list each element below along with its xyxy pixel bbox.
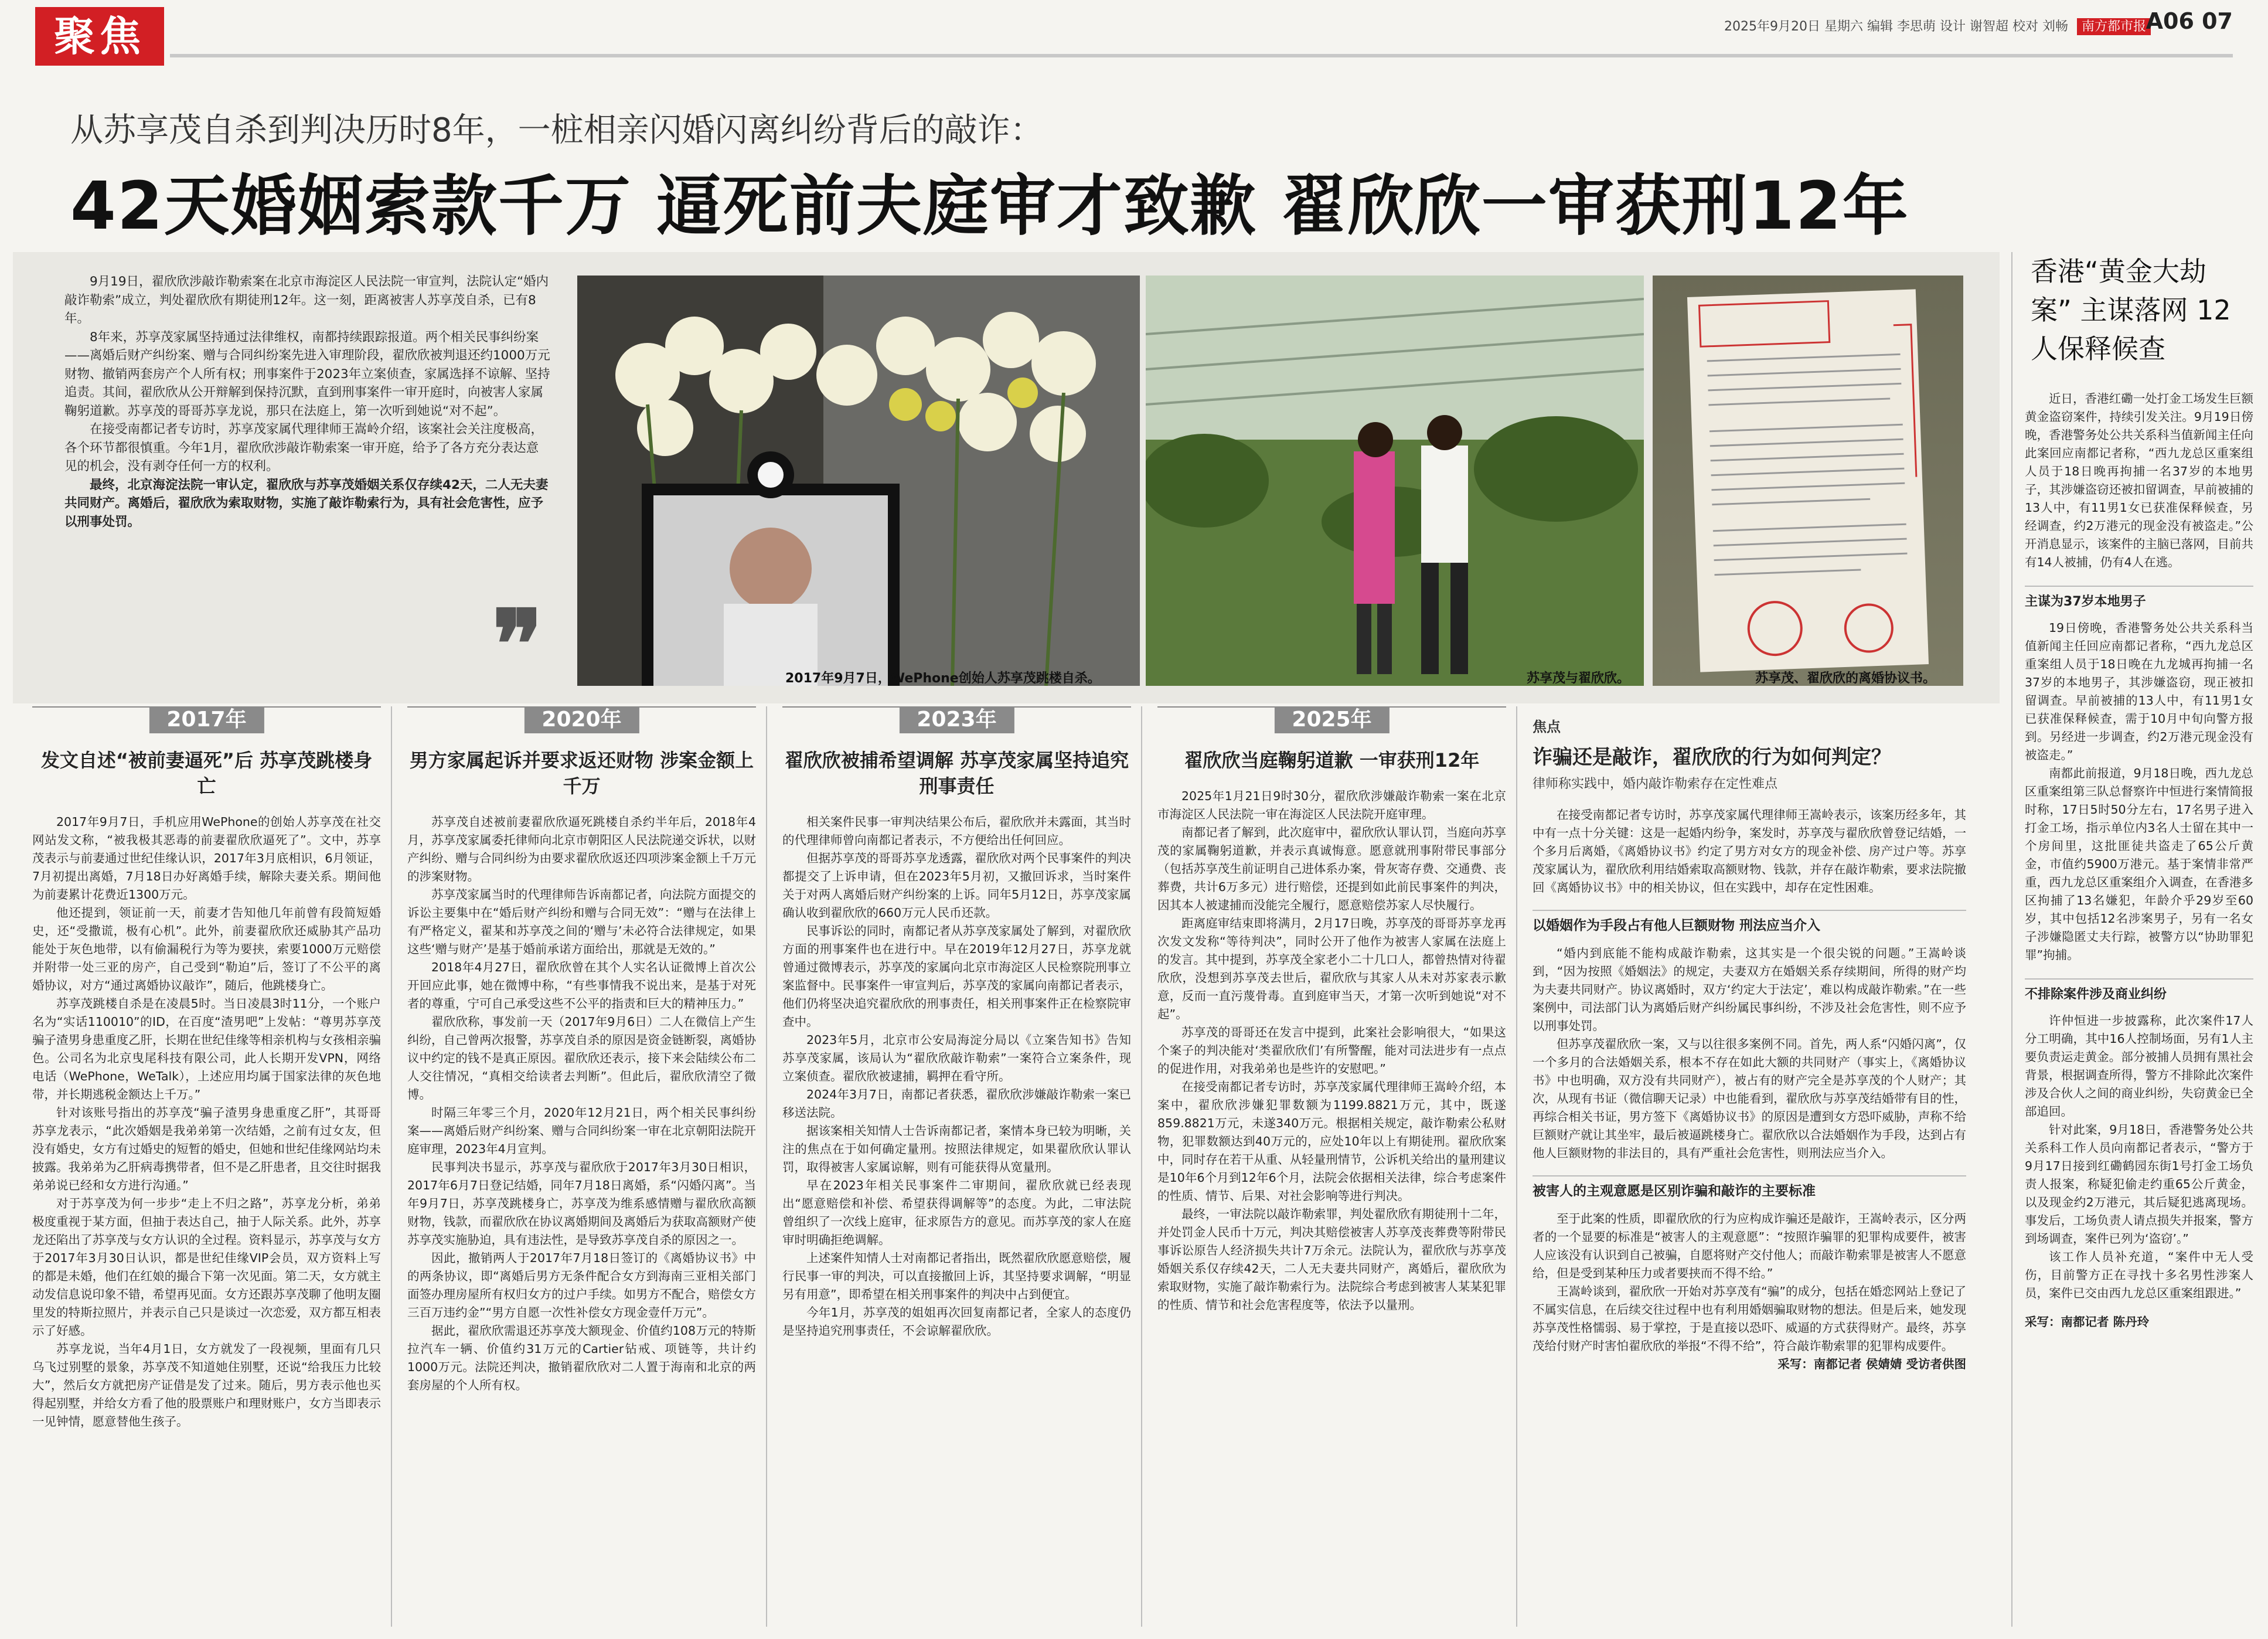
- paragraph: 近日，香港红磡一处打金工场发生巨额黄金盗窃案件，持续引发关注。9月19日傍晚，香港警务处公共关系科当值新闻主任向此案回应南都记者称，“西九龙总区重案组人员于18日晚再拘捕一名37岁的本地男子，其涉嫌盗窃还被扣留调查，早前被捕的13人中，有11男1女已获准保释候查，另经调查，约2万港元的现金没有被盗走。”公开消息显示，该案件的主脑已落网，目前共有14人被捕，仍有4人在逃。: [2025, 392, 2253, 569]
- lead-para: 在接受南都记者专访时，苏享茂家属代理律师王嵩岭介绍，该案社会关注度极高，各个环节都很慎重。今年1月，翟欣欣涉敲诈勒索案一审开庭，给予了各方充分表达意见的机会，没有剥夺任何一方的权利。: [64, 422, 544, 474]
- column-title: 男方家属起诉并要求返还财物 涉案金额上千万: [409, 749, 754, 797]
- paragraph: 2018年4月27日，翟欣欣曾在其个人实名认证微博上首次公开回应此事，她在微博中称，“有些事情我不说出来，是基于对死者的尊重，宁可自己承受这些不公平的指责和巨大的精神压力。”: [407, 960, 756, 1011]
- paragraph: 民事诉讼的同时，南都记者从苏享茂家属处了解到，对翟欣欣方面的刑事案件也在进行中。早在2019年12月27日，苏享龙就曾通过微博表示，苏享茂的家属向北京市海淀区人民检察院刑事立案监督中。民事案件一审宣判后，苏享茂的家属向南都记者表示，他们仍将坚决追究翟欣欣的刑事责任，相关刑事案件正在检察院审查中。: [782, 924, 1131, 1029]
- greenhouse-illustration: [1146, 276, 1644, 686]
- brand-tag: 南方都市报: [2077, 18, 2151, 35]
- paragraph: 苏享茂自述被前妻翟欣欣逼死跳楼自杀约半年后，2018年4月，苏享茂家属委托律师向北京市朝阳区人民法院递交诉状，以财产纠纷、赠与合同纠纷为由要求翟欣欣返还四项涉案金额上千万元的涉案财物。: [407, 815, 756, 883]
- focus-tag: 焦点: [1533, 719, 1561, 735]
- paragraph: 苏享龙说，当年4月1日，女方就发了一段视频，里面有几只乌飞过别墅的景象，苏享茂不知道她住别墅，还说“给我压力比较大”，然后女方就把房产证借是发了过来。随后，男方表示他也买得起别墅，并给女方看了他的股票账户和理财账户，女方当即表示一见钟情，愿意替他生孩子。: [32, 1342, 381, 1429]
- paragraph: 据此，翟欣欣需退还苏享茂大额现金、价值约108万元的特斯拉汽车一辆、价值约31万元的Cartier钻戒、项链等，共计约1000万元。法院还判决，撤销翟欣欣对二人置于海南和北京的两套房屋的个人所有权。: [407, 1324, 756, 1392]
- memorial-illustration: [577, 276, 1140, 686]
- year-tag: 2020年: [524, 706, 639, 733]
- focus-subhead: 以婚姻作为手段占有他人巨额财物 刑法应当介入: [1533, 910, 1966, 935]
- paragraph: 民事判决书显示，苏享茂与翟欣欣于2017年3月30日相识，2017年6月7日登记结婚，同年7月18日离婚，系“闪婚闪离”。当年9月7日，苏享茂跳楼身亡，苏享茂为维系感情赠与翟欣欣高额财物，钱款，而翟欣欣在协议离婚期间及离婚后为获取高额财产使苏享茂实施胁迫，具有违法性，是导致苏享茂自杀的原因之一。: [407, 1160, 756, 1247]
- greenhouse-photo: [1146, 276, 1644, 686]
- year-band: [407, 706, 756, 732]
- header-rule: [170, 54, 2233, 57]
- paragraph: 许仲恒进一步披露称，此次案件17人分工明确，其中16人控制场面，另有1人主要负责运走黄金。部分被捕人员拥有黑社会背景，根据调查所得，警方不排除此次案件涉及合伙人之间的商业纠纷，失窃黄金已全部追回。: [2025, 1014, 2253, 1118]
- lead-para: 最终，北京海淀法院一审认定，翟欣欣与苏享茂婚姻关系仅存续42天，二人无夫妻共同财产。离婚后，翟欣欣为索取财物，实施了敲诈勒索行为，具有社会危害性，应予以刑事处罚。: [64, 477, 549, 529]
- column-2023: [782, 706, 1131, 1340]
- page-number: A06 07: [2146, 8, 2233, 34]
- paragraph: 相关案件民事一审判决结果公布后，翟欣欣并未露面，其当时的代理律师曾向南都记者表示，不方便给出任何回应。: [782, 815, 1131, 847]
- quote-mark-icon: ❞: [492, 589, 543, 699]
- paragraph: 在接受南都记者专访时，苏享茂家属代理律师王嵩岭介绍，本案中，翟欣欣涉嫌犯罪数额为1199.8821万元，其中，既遂859.8821万元，未遂340万元。根据相关规定，敲诈勒索公私财物，犯罪数额达到40万元的，应处10年以上有期徒刑。翟欣欣案中，同时存在若干从重、从轻量刑情节，公诉机关给出的量刑建议是10年6个月到12年6个月，法院会依据相关法律，综合考虑案件的性质、情节、后果、对社会影响等进行判决。: [1157, 1080, 1506, 1203]
- paragraph: 苏享茂跳楼自杀是在凌晨5时。当日凌晨3时11分，一个账户名为“实话110010”的ID，在百度“渣男吧”上发帖：“尊男苏享茂骗子渣男身患重度乙肝，长期在世纪佳缘等相亲机构与女孩相亲骗色。公司名为北京曳尾科技有限公司，此人长期开发VPN，网络电话（WePhone，WeTalk），上述应用均属于国家法律的灰色地带，并长期逃税金额达上千万。”: [32, 997, 381, 1101]
- kicker: 从苏享茂自杀到判决历时8年，一桩相亲闪婚闪离纠纷背后的敲诈：: [70, 111, 1043, 149]
- year-band: [1157, 706, 1506, 732]
- year-tag: 2025年: [1274, 706, 1389, 733]
- caption-1: 2017年9月7日，WePhone创始人苏享茂跳楼自杀。: [785, 671, 1101, 686]
- paragraph: 该工作人员补充道，“案件中无人受伤，目前警方正在寻找十多名男性涉案人员，案件已交由西九龙总区重案组跟进。”: [2025, 1250, 2253, 1300]
- paragraph: 苏享茂家属当时的代理律师告诉南都记者，向法院方面提交的诉讼主要集中在“婚后财产纠纷和赠与合同无效”：“赠与在法律上有严格定义，翟某和苏享茂之间的‘赠与’未必符合法律规定，如果这些‘赠与财产’是基于婚前承诺方面给出，那就是无效的。”: [407, 887, 756, 956]
- year-tag: 2023年: [899, 706, 1014, 733]
- paragraph: 上述案件知情人士对南都记者指出，既然翟欣欣愿意赔偿，履行民事一审的判决，可以直接撤回上诉，其坚持要求调解，“明显另有用意”，即希望在相关刑事案件的判决中占到便宜。: [782, 1251, 1131, 1301]
- paragraph: 2025年1月21日9时30分，翟欣欣涉嫌敲诈勒索一案在北京市海淀区人民法院一审在海淀区人民法院开庭审理。: [1157, 789, 1506, 821]
- column-2020: [407, 706, 756, 1395]
- caption-3: 苏享茂、翟欣欣的离婚协议书。: [1755, 671, 1936, 686]
- column-title: 翟欣欣当庭鞠躬道歉 一审获刑12年: [1184, 749, 1480, 771]
- paragraph: 距离庭审结束即将满月，2月17日晚，苏享茂的哥哥苏享龙再次发文发称“等待判决”，同时公开了他作为被害人家属在法庭上的发言。其中提到，苏享茂全家老小二十几口人，都曾热情对待翟欣欣，没想到苏享茂去世后，翟欣欣与其家人从未对苏家表示歉意，反而一直污蔑骨毒。直到庭审当天，才第一次听到她说“对不起”。: [1157, 916, 1506, 1021]
- year-band: [782, 706, 1131, 732]
- paragraph: 据该案相关知情人士告诉南都记者，案情本身已较为明晰，关注的焦点在于如何确定量刑。按照法律规定，如果翟欣欣认罪认罚，取得被害人家属谅解，则有可能获得从宽量刑。: [782, 1124, 1131, 1174]
- column-2025: [1157, 706, 1506, 1314]
- headline: 42天婚姻索款千万 逼死前夫庭审才致歉 翟欣欣一审获刑12年: [70, 168, 1909, 244]
- paragraph: 在接受南都记者专访时，苏享茂家属代理律师王嵩岭表示，该案历经多年，其中有一点十分关键：这是一起婚内纷争，案发时，苏享茂与翟欣欣曾登记结婚，一个多月后离婚，《离婚协议书》约定了男方对女方的现金补偿、房产过户等。苏享茂家属认为，翟欣欣利用结婚索取高额财物、钱款，并存在敲诈勒索，要求法院撤回《离婚协议书》中的相关协议，但在实践中，却存在定性困难。: [1533, 808, 1966, 895]
- paragraph: “婚内到底能不能构成敲诈勒索，这其实是一个很尖锐的问题。”王嵩岭谈到，“因为按照《婚姻法》的规定，夫妻双方在婚姻关系存续期间，所得的财产均为夫妻共同财产。协议离婚时，双方‘约定大于法定’，难以构成敲诈勒索。”在一些案例中，司法部门认为离婚后财产纠纷属民事纠纷，不涉及社会危害性，则不应予以刑事处罚。: [1533, 946, 1966, 1033]
- column-title: 发文自述“被前妻逼死”后 苏享茂跳楼身亡: [40, 749, 373, 797]
- caption-2: 苏享茂与翟欣欣。: [1527, 671, 1630, 686]
- column-title: 翟欣欣被捕希望调解 苏享茂家属坚持追究刑事责任: [784, 749, 1129, 797]
- paragraph: 最终，一审法院以敲诈勒索罪，判处翟欣欣有期徒刑十二年，并处罚金人民币十万元，判决其赔偿被害人苏享茂丧葬费等附带民事诉讼原告人经济损失共计7万余元。法院认为，翟欣欣与苏享茂婚姻关系仅存续42天，二人无夫妻共同财产，离婚后，翟欣欣为索取财物，实施了敲诈勒索行为。法院综合考虑到被害人某某犯罪的性质、情节和社会危害程度等，依法予以量刑。: [1157, 1207, 1506, 1312]
- paragraph: 针对此案，9月18日，香港警务处公共关系科工作人员向南都记者表示，“警方于9月17日接到红磡鹤园东街1号打金工场负责人报案，称疑犯偷走约重65公斤黄金，以及现金约2万港元，其后疑犯逃离现场。事发后，工场负责人请点损失并报案，警方到场调查，案件已列为‘盗窃’。”: [2025, 1123, 2253, 1246]
- paragraph: 翟欣欣称，事发前一天（2017年9月6日）二人在微信上产生纠纷，自己曾两次报警，苏享茂自杀的原因是资金链断裂，离婚协议中约定的钱不是真正原因。翟欣欣还表示，接下来会陆续公布二人交往情况，“真相交给读者去判断”。但此后，翟欣欣清空了微博。: [407, 1015, 756, 1101]
- lead-text: [64, 273, 551, 531]
- paragraph: 2024年3月7日，南都记者获悉，翟欣欣涉嫌敲诈勒索一案已移送法院。: [782, 1087, 1131, 1120]
- sidebar-title: 香港“黄金大劫案” 主谋落网 12人保释候查: [2031, 256, 2231, 365]
- year-tag: 2017年: [149, 706, 264, 733]
- paragraph: 对于苏享茂为何一步步“走上不归之路”，苏享龙分析，弟弟极度重视于某方面，但抽于表达自己，抽于人际关系。此外，苏享龙还陷出了苏享茂与女方认识的全过程。资料显示，苏享茂与女方于2017年3月30日认识，都是世纪佳缘VIP会员，双方资料上写的都是未婚，他们在红娘的撮合下第一次见面。第二天，女方就主动发信息说印象不错，希望再见面。女方还跟苏享茂聊了他明友圈里发的特斯拉照片，并表示自己只是谈过一次恋爱，双方都互相表示了好感。: [32, 1196, 381, 1338]
- paragraph: 但苏享茂翟欣欣一案，又与以往很多案例不同。首先，两人系“闪婚闪离”，仅一个多月的合法婚姻关系，根本不存在如此大额的共同财产（事实上，《离婚协议书》中也明确，双方没有共同财产），被占有的财产完全是苏享茂的个人财产；其次，从现有书证（微信聊天记录）中也能看到，翟欣欣与苏享茂结婚带有目的性，再综合相关书证，男方签下《离婚协议书》的原因是遭到女方恐吓威胁，声称不给巨额财产就让其坐牢，最后被逼跳楼身亡。翟欣欣以合法婚姻作为手段，达到占有他人巨额财物的非法目的，具有严重社会危害性，则刑法应当介入。: [1533, 1037, 1966, 1160]
- memorial-photo: [577, 276, 1140, 686]
- column-2017: [32, 706, 381, 1431]
- paragraph: 时隔三年零三个月，2020年12月21日，两个相关民事纠纷案——离婚后财产纠纷案、赠与合同纠纷案一审在北京朝阳法院开庭审理，2023年4月宣判。: [407, 1106, 756, 1156]
- focus-subtitle: 律师称实践中，婚内敲诈勒索存在定性难点: [1533, 777, 1778, 791]
- column-divider: [391, 706, 392, 1627]
- focus-column: [1533, 718, 1966, 1373]
- byline: 采写：南都记者 侯婧婧 受访者供图: [1777, 1357, 1966, 1371]
- column-divider: [1516, 706, 1517, 1627]
- lead-para: 8年来，苏享茂家属坚持通过法律维权，南都持续跟踪报道。两个相关民事纠纷案——离婚后财产纠纷案、赠与合同纠纷案先进入审理阶段，翟欣欣被判退还约1000万元财物、撤销两套房产个人所有权；刑事案件于2023年立案侦查，家属选择不谅解、坚持追责。其间，翟欣欣从公开辩解到保持沉默，直到刑事案件一审开庭时，向被害人家属鞠躬道歉。苏享茂的哥哥苏享龙说，那只在法庭上，第一次听到她说“对不起”。: [64, 329, 550, 419]
- section-label: 聚焦: [35, 7, 164, 66]
- focus-subhead: 被害人的主观意愿是区别诈骗和敲诈的主要标准: [1533, 1175, 1966, 1201]
- byline: 采写：南都记者 陈丹玲: [2025, 1315, 2150, 1329]
- paragraph: 南都记者了解到，此次庭审中，翟欣欣认罪认罚，当庭向苏享茂的家属鞠躬道歉，并表示真诚悔意。愿意就刑事附带民事部分（包括苏享茂生前证明自己进体系办案，骨灰寄存费、交通费、丧葬费，共计6万多元）进行赔偿，还提到如此前民事案件的判决，因其本人被逮捕而没能完全履行，愿意赔偿苏家人尽快履行。: [1157, 825, 1506, 912]
- issue-meta: 2025年9月20日 星期六 编辑 李思萌 设计 谢智超 校对 刘畅: [1724, 19, 2068, 34]
- paragraph: 因此，撤销两人于2017年7月18日签订的《离婚协议书》中的两条协议，即“离婚后男方无条件配合女方到海南三亚相关部门面签办理房屋所有权归女方的过户手续。如男方不配合，赔偿女方三百万违约金”“男方自愿一次性补偿女方现金壹仟万元”。: [407, 1251, 756, 1320]
- paragraph: 至于此案的性质，即翟欣欣的行为应构成诈骗还是敲诈，王嵩岭表示，区分两者的一个显要的标准是“被害人的主观意愿”：“按照诈骗罪的犯罪构成要件，被害人应该没有认识到自己被骗，自愿将财产交付他人；而敲诈勒索罪是被害人不愿意给，但是受到某种压力或者要挟而不得不给。”: [1533, 1212, 1966, 1280]
- document-illustration: [1687, 289, 1929, 672]
- paragraph: 2017年9月7日，手机应用WePhone的创始人苏享茂在社交网站发文称，“被我极其恶毒的前妻翟欣欣逼死了”。文中，苏享茂表示与前妻通过世纪佳缘认识，2017年3月底相识，6月领证，7月初提出离婚，7月18日办好离婚手续，解除夫妻关系。期间他为前妻累计花费近1300万元。: [32, 815, 381, 902]
- year-band: [32, 706, 381, 732]
- header-meta: [1724, 16, 2151, 35]
- paragraph: 今年1月，苏享茂的姐姐再次回复南都记者，全家人的态度仍是坚持追究刑事责任，不会谅解翟欣欣。: [782, 1305, 1131, 1338]
- sidebar-subhead: 主谋为37岁本地男子: [2025, 586, 2253, 611]
- paragraph: 苏享茂的哥哥还在发言中提到，此案社会影响很大，“如果这个案子的判决能对‘类翟欣欣们’有所警醒，能对司法进步有一点点的促进作用，对我弟弟也是些许的安慰吧。”: [1157, 1025, 1506, 1076]
- divorce-agreement-scan: [1687, 289, 1929, 672]
- paragraph: 2023年5月，北京市公安局海淀分局以《立案告知书》告知苏享茂家属，该局认为“翟欣欣敲诈勒索”一案符合立案条件，现立案侦查。翟欣欣被逮捕，羁押在看守所。: [782, 1033, 1131, 1083]
- document-photo: [1653, 276, 1963, 686]
- sidebar-divider: [2011, 252, 2012, 1627]
- paragraph: 南都此前报道，9月18日晚，西九龙总区重案组第三队总督察许中恒进行案情简报时称，17日5时50分左右，17名男子进入打金工场，指示单位内3名人士留在其中一个房间里，这批匪徒共盗走了65公斤黄金，市值约5900万港元。基于案情非常严重，西九龙总区重案组介入调查，在香港多区拘捕了13名嫌犯，年龄介乎29岁至60岁，其中包括12名涉案男子，另有一名女子涉嫌隐匿丈夫行踪，被警方以“协助罪犯罪”拘捕。: [2025, 766, 2253, 962]
- focus-title: 诈骗还是敲诈，翟欣欣的行为如何判定？: [1533, 746, 1891, 769]
- column-divider: [1141, 706, 1142, 1627]
- paragraph: 19日傍晚，香港警务处公共关系科当值新闻主任回应南都记者称，“西九龙总区重案组人员于18日晚在九龙城再拘捕一名37岁的本地男子，其涉嫌盗窃，现正被扣留调查。早前被捕的13人中，有11男1女已获准保释候查，需于10月中旬向警方报到。另经进一步调查，约2万港元现金没有被盗走。”: [2025, 621, 2253, 762]
- lead-para: 9月19日，翟欣欣涉敲诈勒索案在北京市海淀区人民法院一审宣判，法院认定“婚内敲诈勒索”成立，判处翟欣欣有期徒刑12年。这一刻，距离被害人苏享茂自杀，已有8年。: [64, 274, 549, 326]
- paragraph: 针对该账号指出的苏享茂“骗子渣男身患重度乙肝”，其哥哥苏享龙表示，“此次婚姻是我弟弟第一次结婚，之前有过女友，但没有婚史，女方有过婚史的短暂的婚史，但她和世纪佳缘网站均未披露。我弟弟为乙肝病毒携带者，但不是乙肝患者，且交往时据我弟弟说已经和女方进行沟通。”: [32, 1106, 381, 1192]
- paragraph: 早在2023年相关民事案件二审期间，翟欣欣就已经表现出“愿意赔偿和补偿、希望获得调解等”的态度。为此，二审法院曾组织了一次线上庭审，征求原告方的意见。而苏享茂的家人在庭审时明确拒绝调解。: [782, 1178, 1131, 1247]
- sidebar-subhead: 不排除案件涉及商业纠纷: [2025, 978, 2253, 1004]
- column-divider: [766, 706, 767, 1627]
- sidebar-body: [2025, 390, 2253, 1331]
- paragraph: 王嵩岭谈到，翟欣欣一开始对苏享茂有“骗”的成分，包括在婚恋网站上登记了不属实信息，在后续交往过程中也有利用婚姻骗取财物的想法。但是后来，她发现苏享茂性格懦弱、易于掌控，于是直接以恐吓、威逼的方式获得财产。最终，苏享茂给付财产时害怕翟欣欣的举报“不得不给”，符合敲诈勒索罪的犯罪构成要件。: [1533, 1284, 1966, 1353]
- paragraph: 他还提到，领证前一天，前妻才告知他几年前曾有段简短婚史，还“受撒谎，极有心机”。此外，前妻翟欣欣还威胁其产品功能处于灰色地带，以有偷漏税行为等为要挟，索要1000万元赔偿并附带一处三亚的房产，自己受到“勒迫”后，签订了不公平的离婚协议，对方“通过离婚协议敲诈”，随后，他跳楼身亡。: [32, 906, 381, 992]
- paragraph: 但据苏享茂的哥哥苏享龙透露，翟欣欣对两个民事案件的判决都提交了上诉申请，但在2023年5月初，又撤回诉求，当时案件关于对两人离婚后财产纠纷案的上诉。同年5月12日，苏享茂家属确认收到翟欣欣的660万元人民币还款。: [782, 851, 1131, 920]
